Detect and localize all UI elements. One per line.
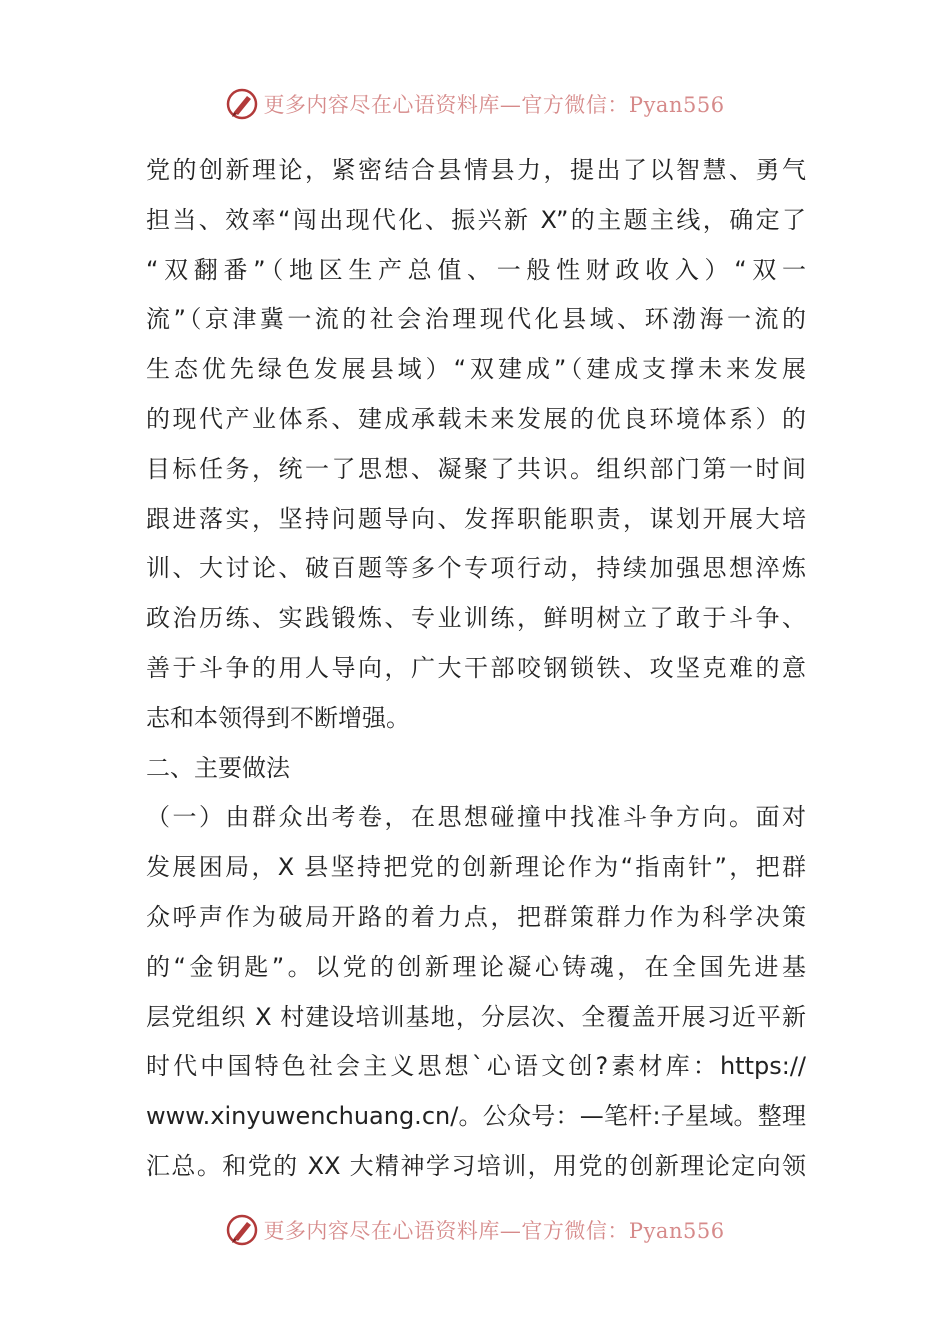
body-line: 党的创新理论，紧密结合县情县力，提出了以智慧、勇气 — [146, 156, 806, 184]
body-line: 时代中国特色社会主义思想`心语文创?素材库：https:// — [146, 1052, 806, 1081]
body-line: “双翻番”（地区生产总值、一般性财政收入）“双一 — [146, 255, 806, 284]
header-watermark-banner — [0, 84, 950, 124]
watermark-text: 更多内容尽在心语资料库—官方微信：Pyan556 — [263, 1219, 725, 1243]
body-line: 善于斗争的用人导向，广大干部咬钢锁铁、攻坚克难的意 — [146, 653, 806, 682]
body-line: 汇总。和党的 XX 大精神学习培训，用党的创新理论定向领 — [146, 1151, 806, 1180]
body-line: 政治历练、实践锻炼、专业训练，鲜明树立了敢于斗争、 — [146, 604, 806, 633]
body-line: 的“金钥匙”。以党的创新理论凝心铸魂，在全国先进基 — [146, 952, 806, 981]
body-line: 跟进落实，坚持问题导向、发挥职能职责，谋划开展大培 — [146, 504, 806, 533]
body-line: 目标任务，统一了思想、凝聚了共识。组织部门第一时间 — [146, 454, 806, 483]
body-line: 层党组织 X 村建设培训基地，分层次、全覆盖开展习近平新 — [146, 1002, 806, 1031]
body-line: 生态优先绿色发展县域）“双建成”（建成支撑未来发展 — [146, 355, 806, 384]
body-line: （一）由群众出考卷，在思想碰撞中找准斗争方向。面对 — [146, 803, 806, 832]
footer-watermark-banner — [0, 1210, 950, 1250]
body-line: 训、大讨论、破百题等多个专项行动，持续加强思想淬炼 — [146, 554, 806, 583]
section-heading: 二、主要做法 — [146, 753, 290, 782]
body-line: 发展困局，X 县坚持把党的创新理论作为“指南针”，把群 — [146, 853, 806, 882]
document-body — [146, 146, 806, 1192]
body-line: 担当、效率“闯出现代化、振兴新 X”的主题主线，确定了 — [146, 205, 806, 234]
watermark-text: 更多内容尽在心语资料库—官方微信：Pyan556 — [263, 93, 725, 117]
body-line: 众呼声作为破局开路的着力点，把群策群力作为科学决策 — [146, 902, 806, 931]
body-line: 的现代产业体系、建成承载未来发展的优良环境体系）的 — [146, 404, 806, 433]
pen-logo-icon — [225, 1213, 259, 1247]
pen-logo-icon — [225, 87, 259, 121]
body-line: 志和本领得到不断增强。 — [146, 703, 410, 732]
body-line: www.xinyuwenchuang.cn/。公众号：—笔杆:子星域。整理 — [146, 1102, 806, 1131]
body-line: 流”（京津冀一流的社会治理现代化县域、环渤海一流的 — [146, 305, 806, 334]
